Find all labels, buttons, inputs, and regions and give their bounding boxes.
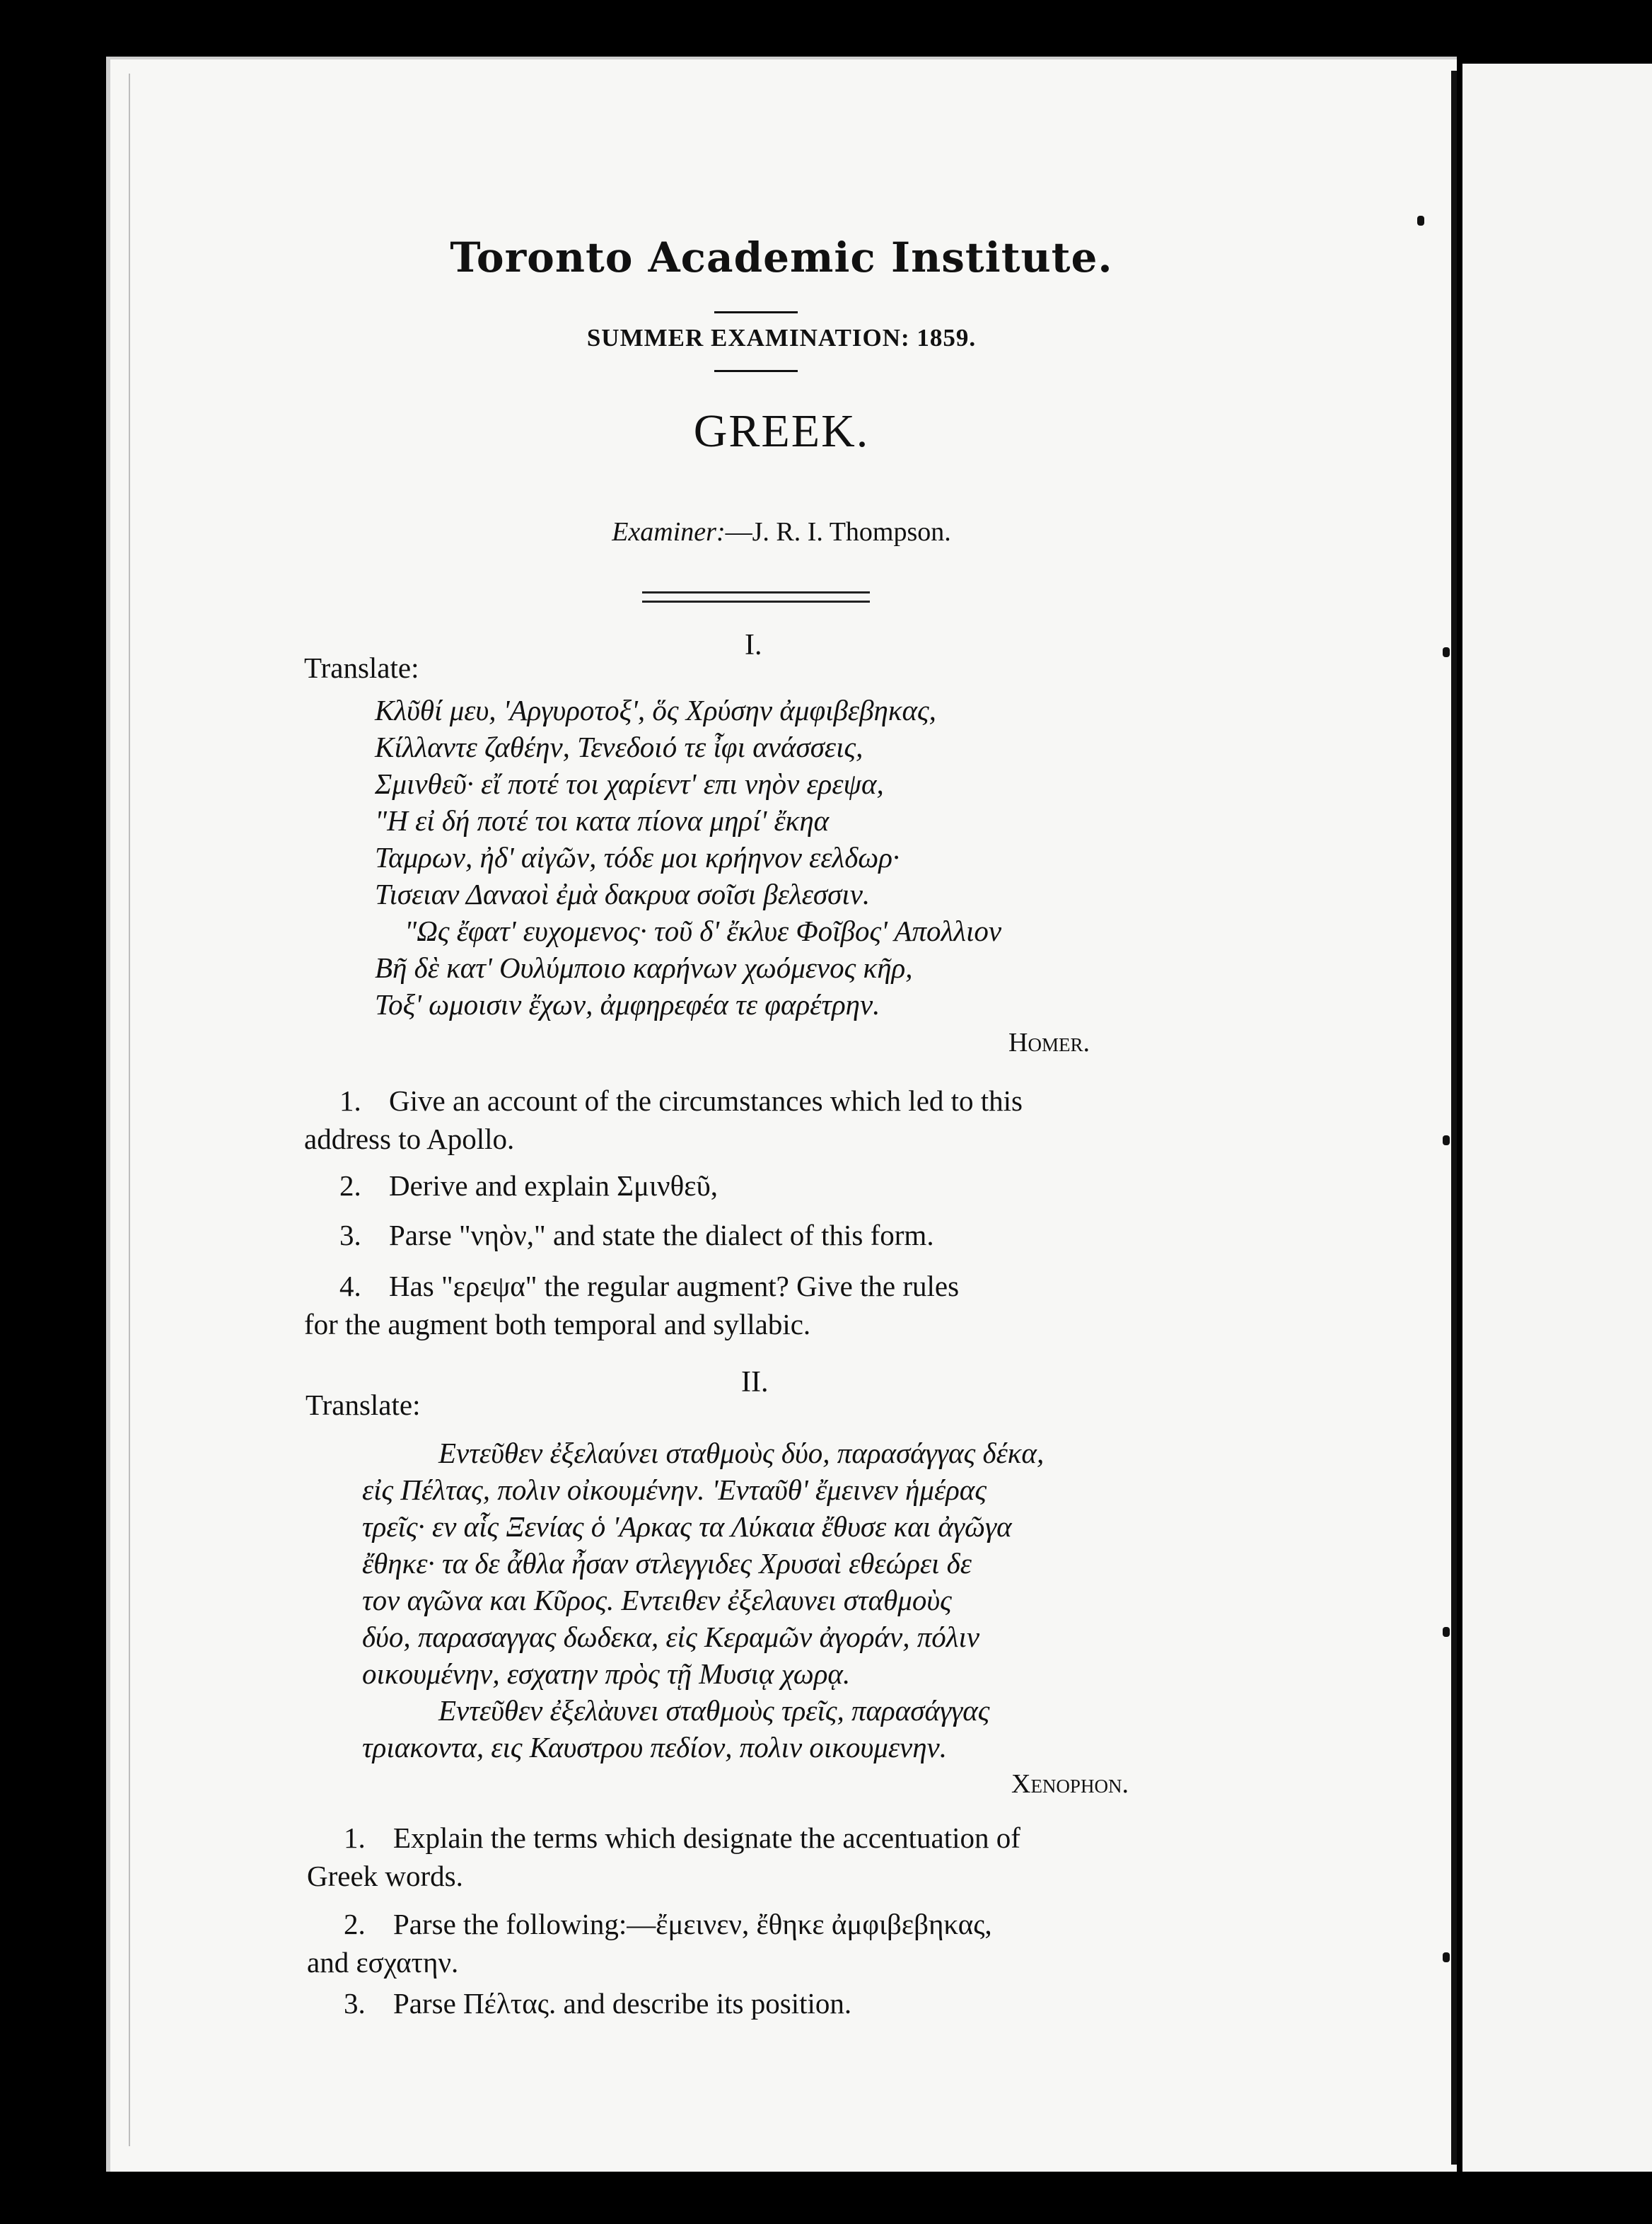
question-text: for the augment both temporal and syllabic. xyxy=(304,1308,811,1340)
prose-line: Εντεῦθεν ἐξελαύνει σταθμοὺς δύο, παρασάγγας δέκα, xyxy=(438,1437,1045,1469)
binding-mark xyxy=(1443,1627,1450,1637)
prose-line: οικουμένην, εσχατην πρὸς τῇ Μυσιᾳ χωρᾳ. xyxy=(362,1657,851,1690)
binding-mark xyxy=(1443,1952,1450,1962)
subject-heading: GREEK. xyxy=(693,405,870,457)
page-inner-edge xyxy=(129,74,130,2146)
verse-line: Βῆ δὲ κατ' Ουλύμποιο καρήνων χωόμενος κῆρ, xyxy=(375,951,913,984)
question-number: 2. xyxy=(344,1908,366,1940)
institution-title: Toronto Academic Institute. xyxy=(450,233,1113,282)
examination-line: SUMMER EXAMINATION: 1859. xyxy=(586,324,977,352)
question-text: Parse Πέλτας. and describe its position. xyxy=(393,1987,852,2020)
translate-instruction: Translate: xyxy=(304,651,419,684)
question-number: 3. xyxy=(339,1219,361,1251)
question-number: 2. xyxy=(339,1169,361,1202)
binding-mark xyxy=(1443,1135,1450,1145)
question-number: 1. xyxy=(344,1822,366,1854)
title-rule xyxy=(714,311,798,313)
author-attribution: Homer. xyxy=(1008,1028,1090,1058)
section-numeral: II. xyxy=(741,1366,769,1398)
binding-gutter xyxy=(1451,71,1457,2165)
verse-line: Τοξ' ωμοισιν ἔχων, ἀμφηρεφέα τε φαρέτρην. xyxy=(375,988,880,1021)
prose-line: τριακοντα, εις Καυστρου πεδίον, πολιν οικουμενην. xyxy=(362,1731,948,1763)
verse-line: Τισειαν Δαναοὶ ἐμὰ δακρυα σοῖσι βελεσσιν. xyxy=(375,878,871,910)
verse-line: "Η εἰ δή ποτέ τοι κατα πίονα μηρί' ἔκηα xyxy=(375,804,830,837)
question-text: Has "ερεψα" the regular augment? Give the rules xyxy=(389,1270,960,1302)
prose-line: τον αγῶνα και Κῦρος. Εντειθεν ἐξελαυνει σταθμοὺς xyxy=(362,1584,952,1616)
translate-instruction: Translate: xyxy=(306,1389,421,1421)
verse-line: "Ως ἔφατ' ευχομενος· τοῦ δ' ἔκλυε Φοῖβος' Απολλιον xyxy=(405,915,1002,947)
question-text: Derive and explain Σμινθεῦ, xyxy=(389,1169,718,1202)
facing-page-edge xyxy=(1462,64,1652,2172)
verse-line: Ταμρων, ἠδ' αἰγῶν, τόδε μοι κρήηνον εελδωρ· xyxy=(375,841,900,874)
prose-line: Εντεῦθεν ἐξελὰυνει σταθμοὺς τρεῖς, παρασάγγας xyxy=(438,1694,990,1727)
prose-line: εἰς Πέλτας, πολιν οἰκουμένην. 'Ενταῦθ' ἔμεινεν ἡμέρας xyxy=(362,1473,987,1506)
verse-line: Σμινθεῦ· εἴ ποτέ τοι χαρίεντ' επι νηὸν ερεψα, xyxy=(375,768,884,800)
prose-line: ἔθηκε· τα δε ἆθλα ἦσαν στλεγγιδες Χρυσαὶ εθεώρει δε xyxy=(362,1547,972,1580)
examiner-line xyxy=(106,516,1457,548)
examiner-name: —J. R. I. Thompson. xyxy=(725,517,951,547)
binding-mark xyxy=(1417,216,1424,226)
question-text: Give an account of the circumstances which led to this xyxy=(389,1084,1023,1117)
subtitle-rule xyxy=(714,370,798,372)
prose-line: τρεῖς· εν αἷς Ξενίας ὁ 'Αρκας τα Λύκαια ἔθυσε και ἀγῶγα xyxy=(362,1510,1012,1543)
binding-mark xyxy=(1443,647,1450,657)
question-text: Greek words. xyxy=(307,1860,463,1892)
question-text: and εσχατην. xyxy=(307,1946,459,1979)
verse-line: Κίλλαντε ζαθέην, Τενεδοιό τε ἶφι ανάσσεις, xyxy=(375,731,863,763)
author-attribution: Xenophon. xyxy=(1011,1769,1129,1799)
header-double-rule xyxy=(642,591,870,603)
section-numeral: I. xyxy=(745,629,762,661)
question-text: Parse the following:—ἔμεινεν, ἔθηκε ἀμφιβεβηκας, xyxy=(393,1908,992,1940)
question-number: 1. xyxy=(339,1084,361,1117)
prose-line: δύο, παρασαγγας δωδεκα, εἰς Κεραμῶν ἀγοράν, πόλιν xyxy=(362,1621,980,1653)
verse-line: Κλῦθί μευ, 'Αργυροτοξ', ὅς Χρύσην ἀμφιβεβηκας, xyxy=(375,694,936,726)
question-text: address to Apollo. xyxy=(304,1123,515,1155)
question-text: Explain the terms which designate the accentuation of xyxy=(393,1822,1020,1854)
examiner-label: Examiner: xyxy=(612,517,726,547)
question-text: Parse "νηὸν," and state the dialect of this form. xyxy=(389,1219,934,1251)
question-number: 3. xyxy=(344,1987,366,2020)
question-number: 4. xyxy=(339,1270,361,1302)
